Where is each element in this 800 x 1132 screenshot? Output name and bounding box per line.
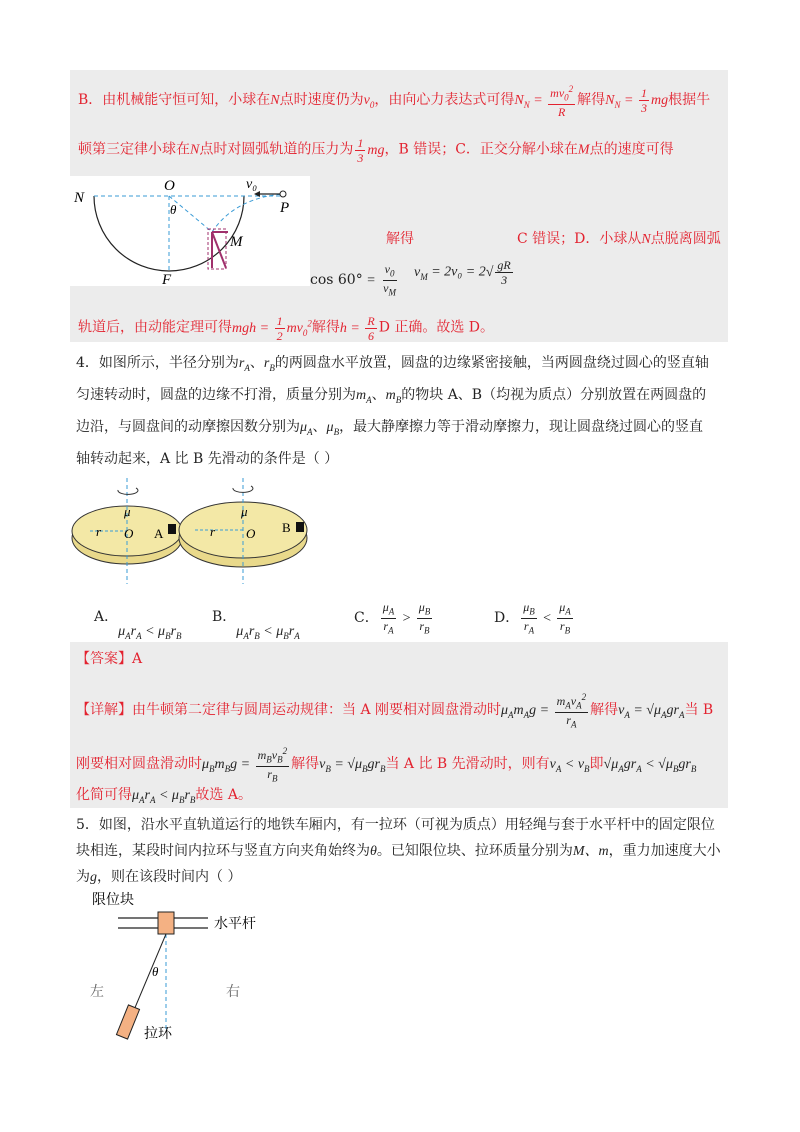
text: 根据牛 <box>668 91 711 108</box>
label-theta: θ <box>152 964 159 979</box>
label-v0: v₀ <box>246 177 258 192</box>
text: 当 A 比 B 先滑动时，则有 <box>385 756 550 773</box>
text: 匀速转动时，圆盘的边缘不打滑，质量分别为 <box>76 387 356 403</box>
option-a-math: $\mu_Ar_A < \mu_Br_B$ <box>118 624 182 641</box>
text: 点时对圆弧轨道的压力为 <box>199 141 354 158</box>
label-m: M <box>230 234 243 250</box>
text: N <box>270 92 280 108</box>
text: 解得 <box>577 91 606 108</box>
text: 、 <box>249 355 264 371</box>
text: 为 <box>76 869 90 885</box>
diagram-bg <box>70 176 310 286</box>
text: 顿第三定律小球在 <box>78 141 190 158</box>
text: 【详解】由牛顿第二定律与圆周运动规律：当 A 刚要相对圆盘滑动时 <box>76 702 502 719</box>
ball-p <box>280 191 286 197</box>
option-a[interactable] <box>94 606 182 641</box>
text: 、 <box>312 419 327 435</box>
q3-solve-word: 解得 <box>386 231 414 247</box>
pull-ring <box>116 1005 139 1039</box>
text: 刚要相对圆盘滑动时 <box>76 756 202 773</box>
option-b-math: $\mu_Ar_B < \mu_Br_A$ <box>236 624 300 641</box>
label-b: B <box>282 520 291 535</box>
math-mua: $\mu_A$ <box>300 420 313 437</box>
label-mub: μ <box>241 504 248 519</box>
option-c[interactable] <box>354 600 434 638</box>
text: 当 B <box>684 702 714 719</box>
option-c-label: C． <box>354 610 379 627</box>
q4-detail-2 <box>76 744 696 786</box>
q3-line-2 <box>78 136 674 165</box>
math-mub: $\mu_B$ <box>326 420 340 437</box>
label-rb: r <box>210 524 216 539</box>
q3-c-wrong <box>517 228 721 251</box>
text: 点的速度可得 <box>589 141 674 158</box>
block-a <box>168 524 176 534</box>
math-NN: $N_N$ = $\frac{mv_0^2}{R}$ <box>514 84 574 120</box>
label-a: A <box>154 526 164 541</box>
text: 解得 <box>590 702 619 719</box>
math-vm: $v_M$ <box>414 264 428 282</box>
math-ma: $m_A$ <box>356 388 372 405</box>
q3-cos-eq <box>310 262 400 300</box>
text: N <box>641 232 651 247</box>
q5-subway-diagram <box>80 890 300 1050</box>
label-p: P <box>280 200 290 216</box>
q3-track-diagram <box>70 176 310 286</box>
text: 解得 <box>311 319 340 336</box>
text: ，B 错误；C．正交分解小球在 <box>384 141 578 158</box>
label-right: 右 <box>226 985 240 1000</box>
math-m-m: M、m <box>572 844 609 859</box>
q3-line-4 <box>78 312 494 343</box>
math-va-lt-vb: $v_A < v_B$ <box>549 757 590 774</box>
math-rb: $r_B$ <box>263 356 275 373</box>
text: M <box>577 142 590 158</box>
label-block: 限位块 <box>92 893 134 908</box>
label-mua: μ <box>124 504 131 519</box>
q4-line-4: 轴转动起来，A 比 B 先滑动的条件是（ ） <box>76 451 339 467</box>
text: 解得 <box>291 756 320 773</box>
q3-line-1 <box>78 82 710 119</box>
label-f: F <box>162 272 172 286</box>
rotation-a-icon <box>118 488 138 494</box>
option-d[interactable] <box>494 600 575 638</box>
block-b <box>296 522 304 532</box>
text: ，重力加速度大小 <box>608 843 721 859</box>
math-sqrt-ineq: $√\mu_Agr_A < √\mu_Bgr_B$ <box>603 757 697 774</box>
q4-detail-1 <box>76 690 713 732</box>
label-o1: O <box>124 526 134 541</box>
text: 块相连，某段时间内拉环与竖直方向夹角始终为 <box>76 843 370 859</box>
text: 点时速度仍为 <box>279 91 364 108</box>
q4-detail-3 <box>76 784 252 811</box>
option-b[interactable] <box>212 606 300 641</box>
math-v0: $v_0$ <box>363 92 375 110</box>
text: 故选 A。 <box>195 787 252 803</box>
text: ，则在该段时间内（ ） <box>97 869 242 885</box>
q5-line-2 <box>76 840 721 863</box>
text: 的物块 A、B（均视为质点）分别放置在两圆盘的 <box>401 387 707 403</box>
math-cos: cos 60° <box>310 272 363 289</box>
math-result: $\mu_Ar_A < \mu_Br_B$ <box>132 788 196 805</box>
q4-line-2 <box>76 384 706 411</box>
q4-answer: 【答案】A <box>76 651 143 667</box>
math-ra: $r_A$ <box>238 356 250 373</box>
math-vb: $v_B = √\mu_Bgr_B$ <box>319 757 386 774</box>
label-ring: 拉环 <box>144 1027 172 1042</box>
math-b-force: $\mu_Bm_Bg$ = $\frac{m_Bv_B^2}{r_B}$ <box>202 746 288 784</box>
text: 点脱离圆弧 <box>650 231 721 247</box>
text: 4．如图所示，半径分别为 <box>76 355 239 371</box>
option-c-math: $\frac{\mu_A}{r_A}$ > $\frac{\mu_B}{r_B}$ <box>382 600 431 636</box>
text: ，由向心力表达式可得 <box>374 91 515 108</box>
q5-line-1: 5．如图，沿水平直轨道运行的地铁车厢内，有一拉环（可视为质点）用轻绳与套于水平杆中的固定限位 <box>76 817 715 833</box>
option-d-math: $\frac{\mu_B}{r_A}$ < $\frac{\mu_A}{r_B}$ <box>523 600 571 636</box>
math-vm-eq: = 2v₀ = 2 <box>431 264 486 280</box>
label-n: N <box>74 190 85 206</box>
text: 边沿，与圆盘间的动摩擦因数分别为 <box>76 419 300 435</box>
limit-block <box>158 912 174 934</box>
option-d-label: D． <box>494 610 520 627</box>
text: 即 <box>589 756 604 773</box>
text: D 正确。故选 D。 <box>378 319 495 336</box>
rope <box>134 934 166 1010</box>
label-ra: r <box>96 524 102 539</box>
label-o: O <box>164 178 175 194</box>
text: B．由机械能守恒可知，小球在 <box>78 91 271 108</box>
math-energy: mgh = $\frac{1}{2}$ $mv_0^2$ <box>232 313 312 343</box>
math-NN2: $N_N$ = $\frac{1}{3}$ mg <box>605 86 669 116</box>
option-b-label: B． <box>212 609 237 625</box>
q4-disks-diagram <box>70 476 320 586</box>
text: 化简可得 <box>76 787 132 803</box>
q4-line-1 <box>76 352 709 379</box>
math-theta: θ <box>370 844 377 859</box>
math-third-mg: $\frac{1}{3}$ mg <box>357 136 385 165</box>
text: 轨道后，由动能定理可得 <box>78 319 232 336</box>
option-a-label: A． <box>94 609 119 625</box>
math-cos-frac: = $\frac{v_0}{v_M}$ <box>362 262 396 298</box>
q3-vm-eq <box>414 258 515 288</box>
text: N <box>190 142 200 158</box>
text: ，最大静摩擦力等于滑动摩擦力，现让圆盘绕过圆心的竖直 <box>339 419 704 435</box>
text: 。已知限位块、拉环质量分别为 <box>376 843 573 859</box>
label-left: 左 <box>90 985 104 1000</box>
label-theta: θ <box>170 202 177 217</box>
math-a-force: $\mu_Am_Ag$ = $\frac{m_Av_A^2}{r_A}$ <box>501 692 587 730</box>
math-h: h = $\frac{R}{6}$ <box>339 313 375 343</box>
q5-line-3 <box>76 866 241 889</box>
math-g: g <box>90 870 97 885</box>
math-mb: $m_B$ <box>385 388 402 405</box>
math-sqrt: √ $\frac{gR}{3}$ <box>485 258 511 287</box>
text: 、 <box>371 387 386 403</box>
label-rod: 水平杆 <box>214 917 256 932</box>
label-o2: O <box>246 526 256 541</box>
text: C 错误；D．小球从 <box>517 231 642 247</box>
math-va: $v_A = √\mu_Agr_A$ <box>618 703 685 720</box>
text: 的两圆盘水平放置，圆盘的边缘紧密接触，当两圆盘绕过圆心的竖直轴 <box>274 355 709 371</box>
q4-line-3 <box>76 416 703 443</box>
